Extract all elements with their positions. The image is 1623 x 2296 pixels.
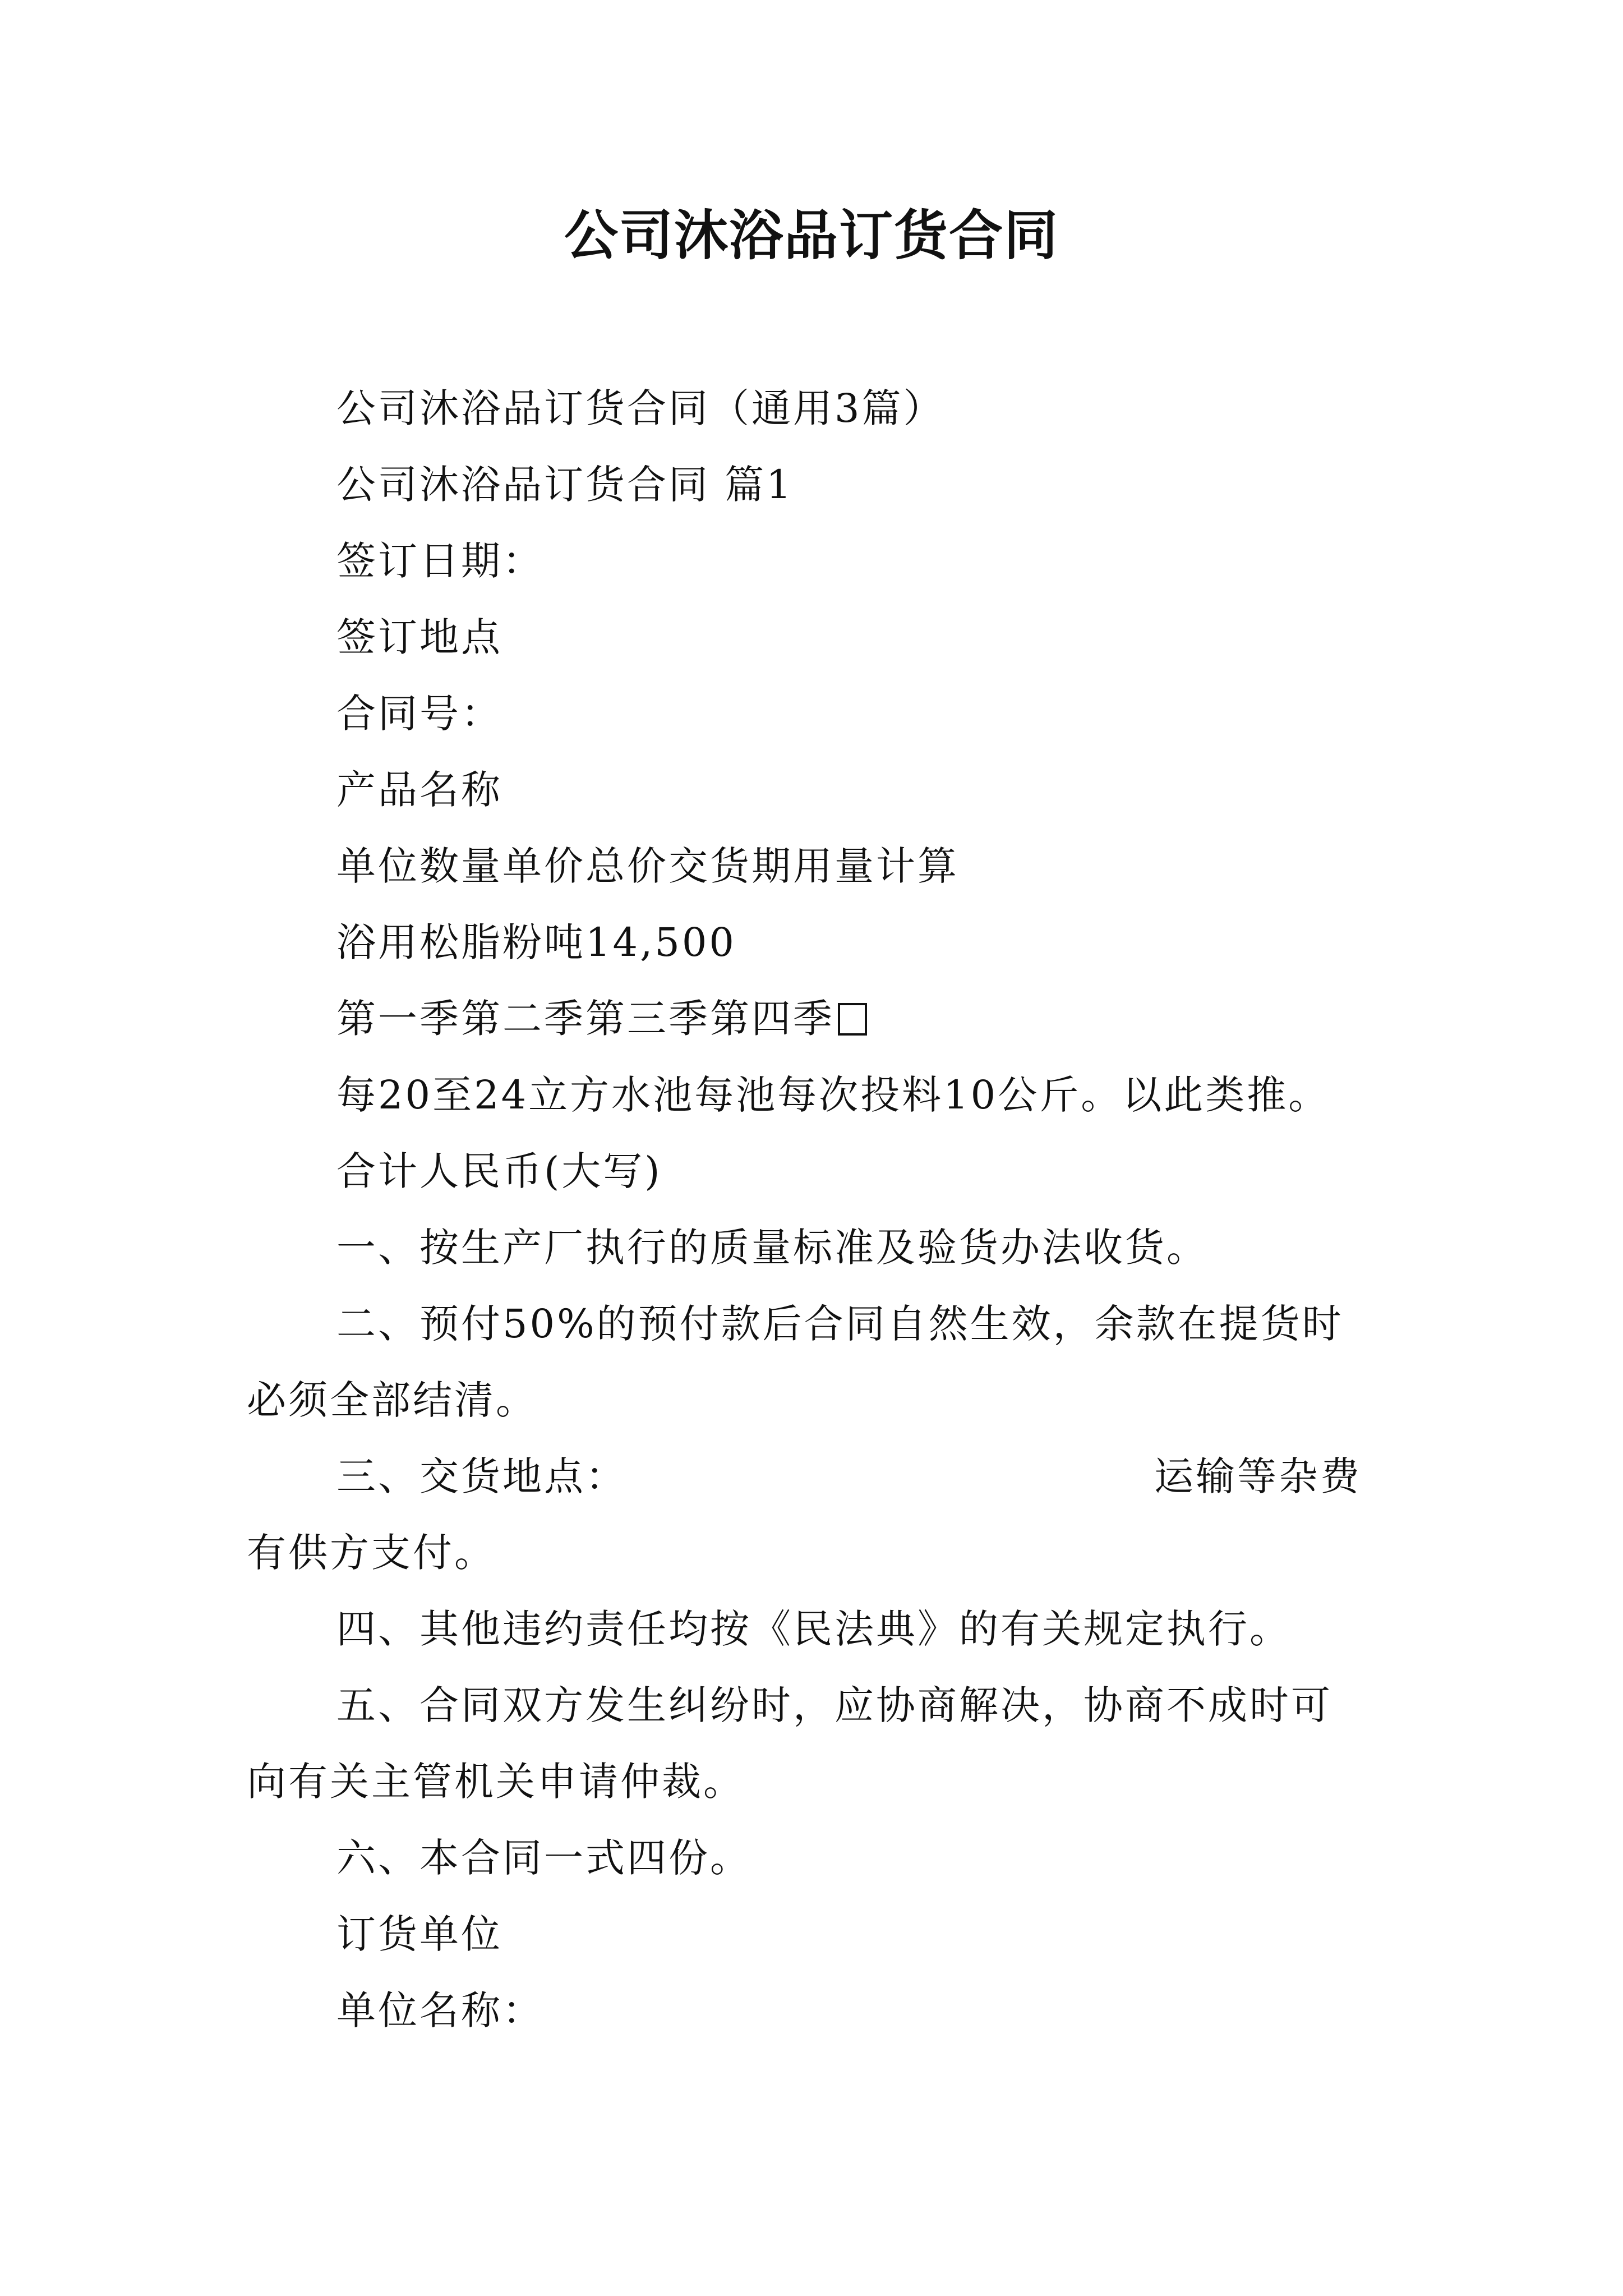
paragraph-total-rmb: 合计人民币(大写): [336, 1148, 662, 1194]
document-body: [247, 370, 1380, 2049]
paragraph-product-row: 浴用松脂粉吨14,500: [336, 919, 736, 965]
paragraph-clause-3-line-2: 有供方支付。: [247, 1530, 496, 1576]
paragraph-clause-2-line-2: 必须全部结清。: [247, 1377, 537, 1423]
paragraph-unit-name: 单位名称：: [336, 1987, 544, 2033]
quarters-text: 第一季第二季第三季第四季: [336, 996, 834, 1042]
paragraph-section-heading: 公司沐浴品订货合同 篇1: [336, 462, 794, 508]
transport-fee-text: 运输等杂费: [1154, 1453, 1362, 1499]
paragraph-clause-5-line-1: 五、合同双方发生纠纷时，应协商解决，协商不成时可: [336, 1682, 1332, 1728]
paragraph-ordering-unit: 订货单位: [336, 1911, 502, 1957]
paragraph-clause-4: 四、其他违约责任均按《民法典》的有关规定执行。: [336, 1606, 1291, 1652]
paragraph-contract-number: 合同号：: [336, 691, 502, 737]
document-title: 公司沐浴品订货合同: [564, 204, 1059, 267]
paragraph-quarters: [247, 981, 1380, 1057]
paragraph-clause-2-line-1: 二、预付50%的预付款后合同自然生效，余款在提货时: [336, 1301, 1344, 1347]
paragraph-clause-5-line-2: 向有关主管机关申请仲裁。: [247, 1759, 745, 1805]
paragraph-clause-3-line-1: [247, 1438, 1380, 1515]
delivery-place-label: 三、交货地点：: [336, 1453, 627, 1499]
paragraph-table-header: 单位数量单价总价交货期用量计算: [336, 843, 959, 889]
paragraph-sign-date: 签订日期：: [336, 538, 544, 584]
paragraph-clause-1: 一、按生产厂执行的质量标准及验货办法收货。: [336, 1225, 1208, 1271]
paragraph-sign-place: 签订地点: [336, 614, 502, 660]
empty-box-icon: [838, 1003, 867, 1036]
paragraph-dosage: 每20至24立方水池每池每次投料10公斤。以此类推。: [336, 1072, 1330, 1118]
paragraph-clause-6: 六、本合同一式四份。: [336, 1835, 751, 1881]
paragraph-product-name: 产品名称: [336, 767, 502, 813]
paragraph-subtitle: 公司沐浴品订货合同（通用3篇）: [336, 385, 945, 431]
